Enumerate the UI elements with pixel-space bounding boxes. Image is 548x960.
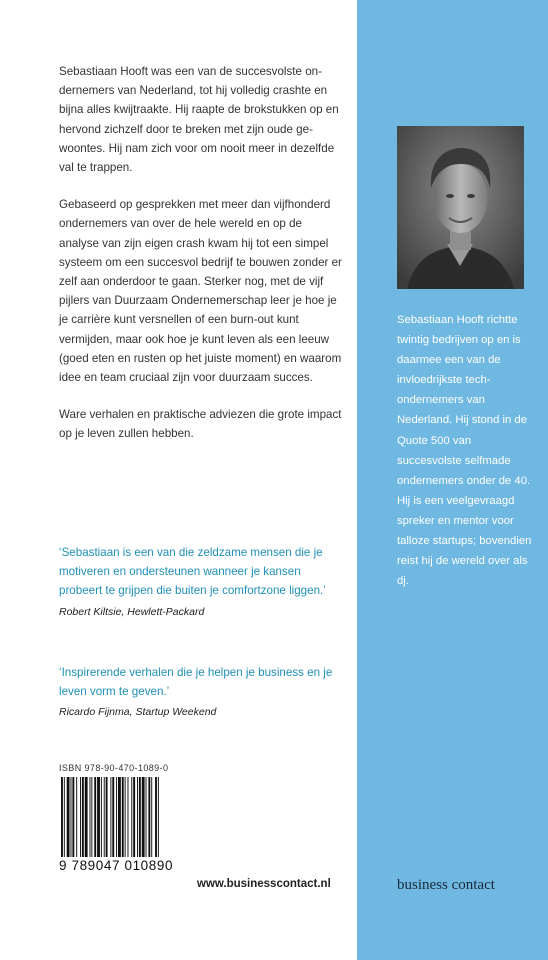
barcode-bar <box>97 777 100 857</box>
barcode-bar <box>155 777 157 857</box>
quote-1-text: ‘Sebastiaan is een van die zeldzame mensen die je motiveren en ondersteunen wanneer je kansen probeert te grijpen die buiten je comfortzone liggen.’ <box>59 546 326 598</box>
barcode-bar <box>116 777 117 857</box>
barcode-bar <box>131 777 132 857</box>
author-portrait-icon <box>397 126 524 289</box>
barcode-bar <box>104 777 105 857</box>
website-link[interactable]: www.businesscontact.nl <box>197 878 331 890</box>
barcode-bar <box>71 777 72 857</box>
barcode-bar <box>137 777 138 857</box>
barcode-bar <box>94 777 96 857</box>
isbn: ISBN 978-90-470-1089-0 <box>59 763 169 773</box>
barcode-bar <box>118 777 121 857</box>
quote-1-author: Robert Kiltsie, Hewlett-Packard <box>59 605 205 618</box>
quote-2-text: ‘Inspirerende verhalen die je helpen je business en je leven vorm te geven.’ <box>59 666 333 699</box>
barcode-bar <box>67 777 70 857</box>
publisher-logo: business contact <box>397 877 495 893</box>
barcode-bar <box>151 777 152 857</box>
blurb-paragraph-3: Ware verhalen en praktische adviezen die grote impact op je leven zullen hebben. <box>59 408 342 441</box>
quote-1 <box>59 543 344 620</box>
blurb-paragraph-2: Gebaseerd op gesprekken met meer dan vijfhonderd ondernemers van over de hele wereld en op de analyse van zijn eigen crash kwam hij tot een simpel systeem om een succesvol bedrijf te bouwen zonder er zelf aan onderdoor te gaan. Sterker nog, met de vijf pijlers van Duurzaam Ondernemerschap leer je hoe je je carrière kunt versnellen of een burn-out kunt vermijden, maar ook hoe je kunt leven als een leeuw (goed eten en rusten op het juiste moment) en waarom idee en team cruciaal zijn voor duurzaam succes. <box>59 198 342 385</box>
quote-2 <box>59 663 344 720</box>
barcode-bars <box>59 777 185 857</box>
barcode-digits: 9 789047 010890 <box>59 858 174 873</box>
blurb <box>59 62 344 462</box>
barcode-bar <box>110 777 111 857</box>
barcode-bar <box>122 777 124 857</box>
barcode-bar <box>76 777 77 857</box>
barcode-bar <box>82 777 84 857</box>
barcode-bar <box>106 777 108 857</box>
barcode-bar <box>142 777 145 857</box>
blurb-paragraph-1: Sebastiaan Hooft was een van de succesvolste ondernemers van Nederland, tot hij volledig crashte en bijna alles kwijtraakte. Hij raapte de brokstukken op en hervond zichzelf door te breken met zijn oude gewoontes. Hij nam zich voor om nooit meer in dezelfde val te trappen. <box>59 65 339 175</box>
barcode-bar <box>85 777 88 857</box>
barcode-bar <box>90 777 91 857</box>
barcode-bar <box>61 777 63 857</box>
barcode-bar <box>133 777 135 857</box>
barcode-bar <box>148 777 150 857</box>
barcode-bar <box>91 777 92 857</box>
barcode-bar <box>146 777 147 857</box>
barcode-bar <box>72 777 74 857</box>
barcode-bar <box>128 777 129 857</box>
author-photo <box>397 126 524 289</box>
barcode <box>59 777 185 857</box>
barcode-bar <box>139 777 141 857</box>
barcode-bar <box>125 777 126 857</box>
quote-2-author: Ricardo Fijnma, Startup Weekend <box>59 706 217 719</box>
barcode-bar <box>158 777 159 857</box>
barcode-bar <box>101 777 102 857</box>
author-bio: Sebastiaan Hooft richtte twintig bedrijven op en is daarmee een van de invloedrijkste tech-ondernemers van Nederland. Hij stond in de Quote 500 van succesvolste selfmade ondernemers onder de 40. Hij is een veelgevraagd spreker en mentor voor talloze startups; bovendien reist hij de wereld over als dj. <box>397 314 532 588</box>
barcode-bar <box>80 777 81 857</box>
barcode-bar <box>112 777 114 857</box>
barcode-bar <box>64 777 65 857</box>
